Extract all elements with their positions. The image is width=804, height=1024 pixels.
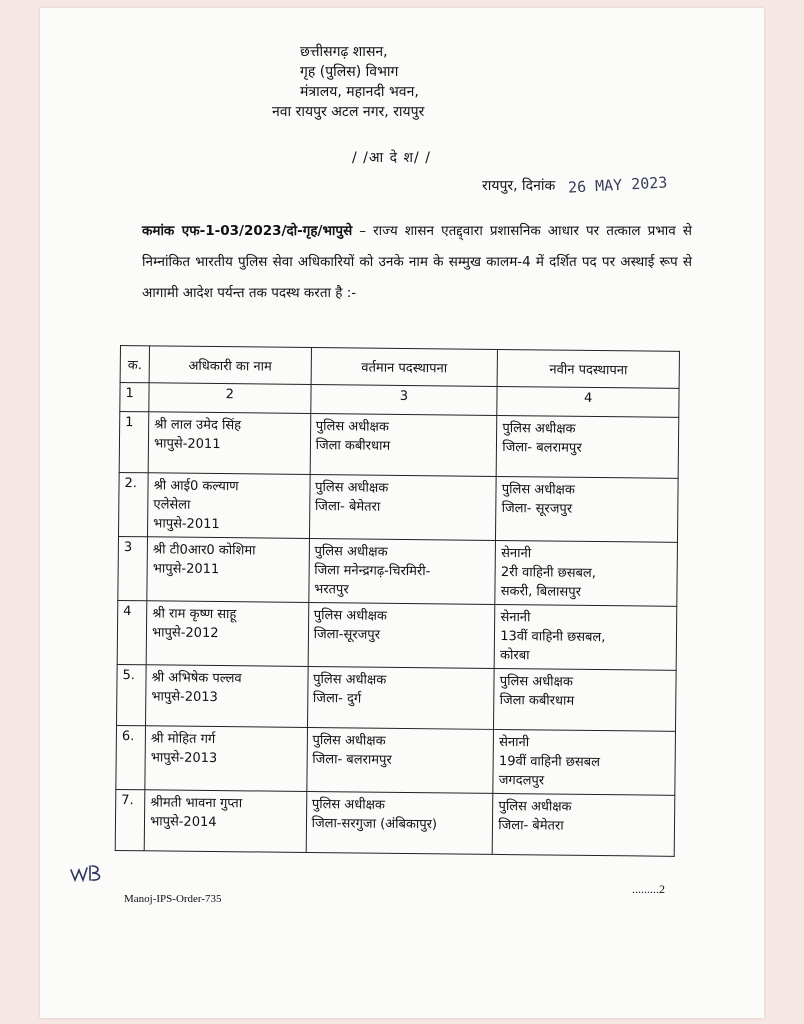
- cell-current-posting: [307, 666, 494, 729]
- column-number: 1: [120, 383, 149, 412]
- cell-current-posting-line: जिला-सूरजपुर: [313, 627, 381, 643]
- cell-current-posting-line: पुलिस अधीक्षक: [315, 419, 389, 435]
- cell-new-posting-line: जिला- बलरामपुर: [502, 440, 582, 456]
- table-row: [117, 600, 677, 670]
- cell-current-posting-line: जिला कबीरधाम: [315, 438, 391, 454]
- cell-officer-name: [146, 601, 308, 667]
- page-continuation: .........2: [632, 882, 665, 896]
- cell-officer-name-line: श्री आई0 कल्याण: [153, 478, 239, 495]
- order-title: / /आ दे श/ /: [352, 150, 431, 166]
- header-new-posting: नवीन पदस्थापना: [497, 349, 679, 388]
- cell-new-posting-line: 13वीं वाहिनी छसबल,: [500, 628, 606, 646]
- cell-serial: 7.: [115, 789, 145, 850]
- cell-new-posting-line: 19वीं वाहिनी छसबल: [498, 753, 601, 771]
- table-row: [115, 789, 675, 856]
- header-line: नवा रायपुर अटल नगर, रायपुर: [272, 104, 425, 120]
- cell-officer-name: [148, 412, 310, 475]
- cell-current-posting-line: पुलिस अधीक्षक: [313, 672, 387, 688]
- cell-new-posting-line: कोरबा: [500, 647, 530, 664]
- order-body: [142, 216, 692, 309]
- cell-new-posting-line: जिला कबीरधाम: [499, 692, 575, 709]
- cell-current-posting-line: पुलिस अधीक्षक: [313, 608, 388, 624]
- column-number: 4: [497, 386, 679, 417]
- cell-serial: 3: [118, 536, 148, 600]
- cell-officer-name-line: भापुसे-2011: [152, 561, 220, 578]
- cell-current-posting: [309, 474, 496, 540]
- cell-current-posting-line: भरतपुर: [314, 582, 349, 598]
- cell-new-posting: [496, 415, 678, 478]
- cell-serial: 2.: [118, 472, 148, 536]
- cell-new-posting-line: पुलिस अधीक्षक: [501, 482, 575, 498]
- cell-officer-name-line: भापुसे-2012: [152, 625, 219, 642]
- cell-current-posting-line: पुलिस अधीक्षक: [311, 797, 386, 813]
- cell-new-posting-line: सकरी, बिलासपुर: [500, 584, 582, 600]
- cell-officer-name-line: भापुसे-2011: [153, 516, 220, 533]
- cell-new-posting-line: सेनानी: [500, 609, 531, 626]
- cell-officer-name: [148, 473, 310, 539]
- cell-current-posting-line: जिला- बलरामपुर: [312, 752, 392, 768]
- issuing-authority-header: [272, 42, 520, 122]
- cell-new-posting: [496, 476, 678, 542]
- cell-officer-name-line: श्री मोहित गर्ग: [150, 731, 216, 748]
- handwritten-initials: [68, 862, 108, 884]
- cell-new-posting: [494, 604, 676, 670]
- cell-new-posting-line: सेनानी: [501, 546, 532, 562]
- cell-serial: 6.: [116, 725, 146, 789]
- cell-officer-name-line: श्री लाल उमेद सिंह: [154, 417, 242, 434]
- header-line: छत्तीसगढ़ शासन,: [300, 44, 388, 60]
- cell-serial: 5.: [117, 664, 147, 725]
- header-current-posting: वर्तमान पदस्थापना: [311, 348, 498, 387]
- cell-current-posting-line: जिला- बेमेतरा: [314, 499, 381, 515]
- cell-new-posting-line: सेनानी: [499, 734, 530, 751]
- date-place-label: रायपुर, दिनांक: [482, 178, 556, 194]
- officer-transfer-table: [115, 345, 680, 857]
- cell-new-posting: [492, 793, 674, 856]
- cell-new-posting-line: पुलिस अधीक्षक: [499, 673, 573, 690]
- cell-current-posting-line: जिला मनेन्द्रगढ़-चिरमिरी-: [314, 563, 431, 580]
- order-reference-number: कमांक एफ-1-03/2023/दो-गृह/भापुसे: [142, 223, 353, 239]
- cell-current-posting: [306, 791, 493, 854]
- cell-new-posting-line: जगदलपुर: [498, 772, 545, 789]
- cell-officer-name-line: श्री टी0आर0 कोशिमा: [152, 542, 256, 559]
- footer-reference: Manoj-IPS-Order-735: [124, 893, 222, 905]
- date-stamp: 26 MAY 2023: [567, 173, 668, 197]
- cell-officer-name-line: भापुसे-2014: [150, 814, 217, 831]
- table-row: [118, 536, 678, 606]
- cell-current-posting: [306, 727, 493, 793]
- table-row: [119, 412, 679, 479]
- cell-officer-name: [146, 665, 308, 728]
- header-line: गृह (पुलिस) विभाग: [300, 64, 399, 80]
- cell-current-posting: [308, 602, 495, 668]
- cell-officer-name-line: भापुसे-2011: [153, 436, 221, 453]
- cell-officer-name: [144, 790, 306, 853]
- cell-current-posting-line: पुलिस अधीक्षक: [315, 480, 389, 496]
- cell-current-posting-line: पुलिस अधीक्षक: [312, 733, 386, 749]
- cell-officer-name: [147, 537, 309, 603]
- cell-new-posting: [494, 668, 676, 731]
- table-row: [118, 472, 678, 542]
- table-row: [116, 725, 676, 795]
- cell-current-posting-line: जिला- दुर्ग: [312, 691, 362, 707]
- table-row: [117, 664, 677, 731]
- header-officer-name: अधिकारी का नाम: [149, 346, 311, 385]
- cell-officer-name-line: श्रीमती भावना गुप्ता: [150, 795, 243, 812]
- cell-officer-name-line: भापुसे-2013: [150, 750, 218, 767]
- cell-current-posting-line: जिला-सरगुजा (अंबिकापुर): [311, 816, 438, 833]
- cell-current-posting-line: पुलिस अधीक्षक: [314, 544, 388, 560]
- cell-new-posting: [493, 729, 675, 795]
- cell-officer-name: [145, 726, 307, 792]
- table-header-row: [120, 346, 679, 389]
- cell-new-posting: [495, 540, 677, 606]
- dateline: [482, 173, 668, 197]
- cell-officer-name-line: भापुसे-2013: [151, 689, 218, 706]
- cell-current-posting: [308, 538, 495, 604]
- header-serial: क.: [120, 346, 149, 383]
- column-number: 3: [310, 384, 497, 415]
- header-line: मंत्रालय, महानदी भवन,: [300, 84, 419, 100]
- cell-current-posting: [310, 413, 497, 476]
- cell-officer-name-line: श्री राम कृष्ण साहू: [152, 606, 237, 623]
- cell-officer-name-line: एलेसेला: [153, 497, 191, 513]
- order-body-text: – राज्य शासन एतद्द्वारा प्रशासनिक आधार पर तत्काल प्रभाव से निम्नांकित भारतीय पुलिस सेवा अधिकारियों को उनके नाम के सम्मुख कालम-4 में दर्शित पद पर अस्थाई रूप से आगामी आदेश पर्यन्त तक पदस्थ करता है :-: [142, 223, 692, 301]
- cell-new-posting-line: 2री वाहिनी छसबल,: [500, 565, 596, 581]
- cell-new-posting-line: पुलिस अधीक्षक: [498, 798, 572, 815]
- cell-new-posting-line: जिला- बेमेतरा: [498, 817, 564, 834]
- column-number: 2: [149, 383, 311, 414]
- cell-new-posting-line: जिला- सूरजपुर: [501, 501, 573, 517]
- cell-serial: 1: [119, 412, 149, 473]
- cell-new-posting-line: पुलिस अधीक्षक: [502, 421, 576, 437]
- cell-officer-name-line: श्री अभिषेक पल्लव: [151, 670, 242, 687]
- cell-serial: 4: [117, 600, 147, 664]
